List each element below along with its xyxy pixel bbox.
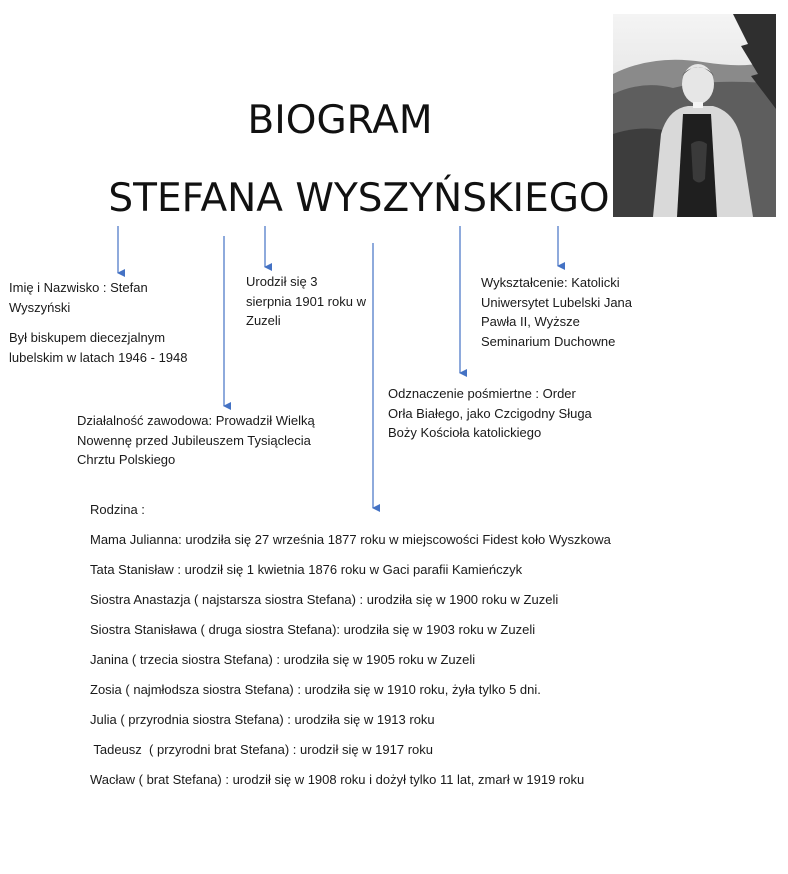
activity-text: Działalność zawodowa: Prowadził Wielką Nowennę przed Jubileuszem Tysiąclecia Chrztu Polskiego bbox=[77, 413, 315, 467]
title-biogram: BIOGRAM bbox=[247, 98, 433, 143]
bishop-text: Był biskupem diecezjalnym lubelskim w latach 1946 - 1948 bbox=[9, 330, 188, 365]
family-item-anastazja: Siostra Anastazja ( najstarsza siostra Stefana) : urodziła się w 1900 roku w Zuzeli bbox=[90, 592, 559, 607]
title-name: STEFANA WYSZYŃSKIEGO bbox=[108, 176, 610, 221]
family-item-janina: Janina ( trzecia siostra Stefana) : urodziła się w 1905 roku w Zuzeli bbox=[90, 652, 476, 667]
family-item-waclaw: Wacław ( brat Stefana) : urodził się w 1908 roku i dożył tylko 11 lat, zmarł w 1919 roku bbox=[90, 772, 585, 787]
family-item-mother: Mama Julianna: urodziła się 27 września 1877 roku w miejscowości Fidest koło Wyszkowa bbox=[90, 532, 611, 547]
education-text: Wykształcenie: Katolicki Uniwersytet Lubelski Jana Pawła II, Wyższe Seminarium Duchowne bbox=[481, 275, 633, 349]
family-item-zosia: Zosia ( najmłodsza siostra Stefana) : urodziła się w 1910 roku, żyła tylko 5 dni. bbox=[90, 682, 541, 697]
family-heading: Rodzina : bbox=[90, 502, 145, 517]
family-item-tadeusz: Tadeusz ( przyrodni brat Stefana) : urodził się w 1917 roku bbox=[90, 742, 433, 757]
family-item-julia: Julia ( przyrodnia siostra Stefana) : urodziła się w 1913 roku bbox=[90, 712, 435, 727]
family-item-father: Tata Stanisław : urodził się 1 kwietnia 1876 roku w Gaci parafii Kamieńczyk bbox=[90, 562, 523, 577]
family-item-stanislawa: Siostra Stanisława ( druga siostra Stefana): urodziła się w 1903 roku w Zuzeli bbox=[90, 622, 536, 637]
born-text: Urodził się 3 sierpnia 1901 roku w Zuzeli bbox=[246, 274, 366, 328]
award-text: Odznaczenie pośmiertne : Order Orła Białego, jako Czcigodny Sługa Boży Kościoła katolickiego bbox=[388, 386, 592, 440]
name-text: Imię i Nazwisko : Stefan Wyszyński bbox=[9, 280, 148, 315]
